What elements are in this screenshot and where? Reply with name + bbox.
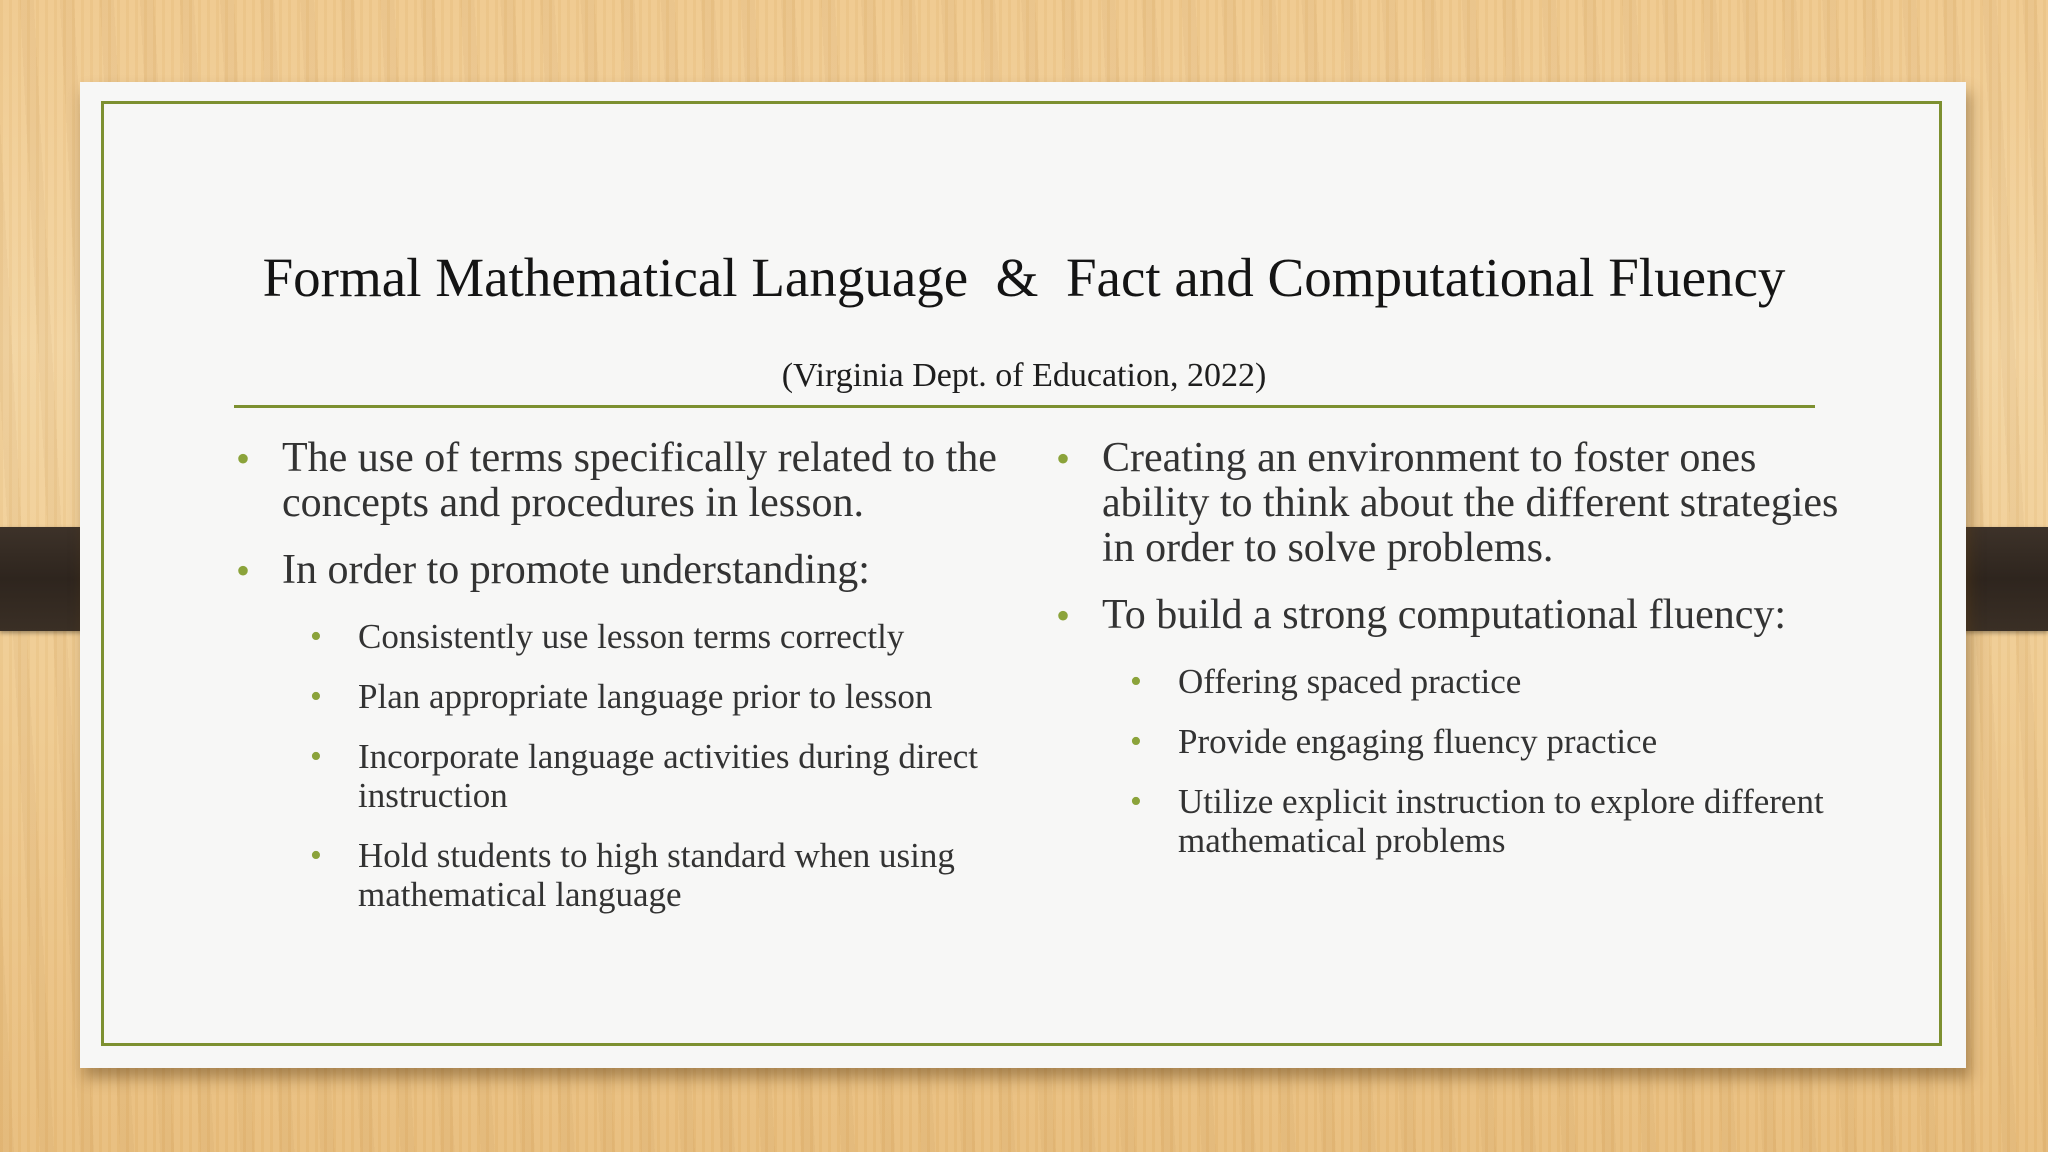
bullet-text: The use of terms specifically related to the concepts and procedures in lesson. <box>282 435 997 526</box>
bullet-dot-icon: • <box>1130 663 1142 700</box>
slide-citation: (Virginia Dept. of Education, 2022) <box>781 357 1267 394</box>
sub-bullet-text: Consistently use lesson terms correctly <box>358 617 905 656</box>
bullet-dot-icon: • <box>310 738 322 775</box>
bullet-text: To build a strong computational fluency: <box>1102 592 1787 638</box>
sub-list-item <box>232 617 1002 656</box>
sub-bullet-text: Hold students to high standard when using mathematical language <box>358 836 955 914</box>
bullet-dot-icon: • <box>236 548 251 593</box>
sub-bullet-text: Provide engaging fluency practice <box>1178 722 1658 761</box>
slide-title: Formal Mathematical Language & Fact and Computational Fluency <box>262 247 1786 308</box>
sub-list-item <box>232 836 1002 914</box>
list-item <box>232 548 1002 593</box>
bullet-dot-icon: • <box>310 618 322 655</box>
bullet-dot-icon: • <box>1056 436 1071 481</box>
sub-list-item <box>232 677 1002 716</box>
sub-list-item <box>1052 662 1842 701</box>
bullet-dot-icon: • <box>310 837 322 874</box>
left-column <box>232 436 1002 935</box>
sub-list-item <box>1052 722 1842 761</box>
list-item <box>1052 436 1842 571</box>
sub-bullet-text: Incorporate language activities during direct instruction <box>358 737 979 815</box>
bullet-text: Creating an environment to foster ones ability to think about the different strategies in order to solve problems. <box>1102 435 1839 571</box>
sub-bullet-text: Offering spaced practice <box>1178 662 1522 701</box>
list-item <box>232 436 1002 526</box>
bullet-dot-icon: • <box>310 678 322 715</box>
title-divider <box>234 405 1815 408</box>
list-item <box>1052 593 1842 638</box>
bullet-dot-icon: • <box>1130 783 1142 820</box>
bullet-dot-icon: • <box>1130 723 1142 760</box>
sub-bullet-text: Utilize explicit instruction to explore different mathematical problems <box>1178 782 1824 860</box>
sub-list-item <box>1052 782 1842 860</box>
sub-list-item <box>232 737 1002 815</box>
sub-bullet-text: Plan appropriate language prior to lesson <box>358 677 933 716</box>
bullet-dot-icon: • <box>1056 593 1071 638</box>
bullet-dot-icon: • <box>236 436 251 481</box>
bullet-text: In order to promote understanding: <box>282 547 870 593</box>
right-column <box>1052 436 1842 881</box>
